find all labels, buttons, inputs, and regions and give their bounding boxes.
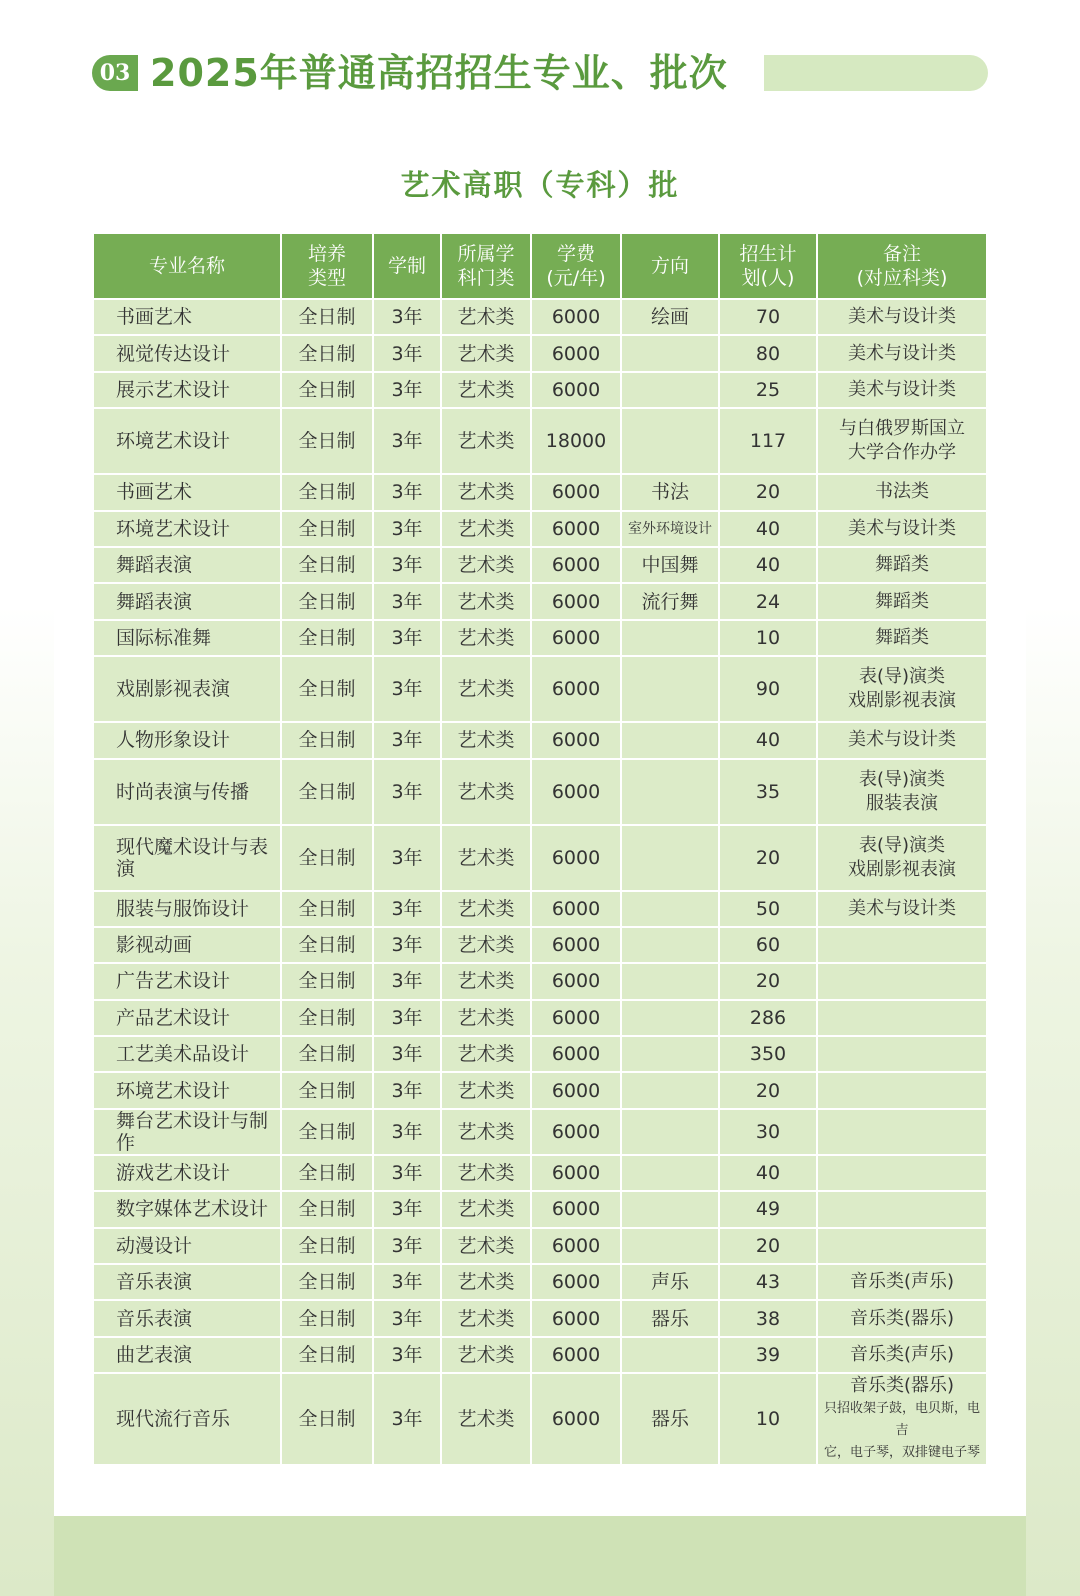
cell-major-name: 数字媒体艺术设计 (94, 1192, 280, 1226)
cell-direction (622, 1156, 718, 1190)
cell-enrollment-plan: 60 (720, 928, 816, 962)
cell-enrollment-plan: 43 (720, 1265, 816, 1299)
cell-tuition: 6000 (532, 964, 620, 998)
cell-discipline: 艺术类 (442, 621, 530, 655)
cell-major-name: 广告艺术设计 (94, 964, 280, 998)
cell-duration: 3年 (374, 1374, 440, 1464)
cell-duration: 3年 (374, 1338, 440, 1372)
cell-enrollment-plan: 40 (720, 1156, 816, 1190)
cell-discipline: 艺术类 (442, 1338, 530, 1372)
cell-major-name: 动漫设计 (94, 1229, 280, 1263)
table-row (94, 1301, 986, 1335)
cell-enrollment-plan: 38 (720, 1301, 816, 1335)
cell-remarks: 书法类 (818, 475, 986, 509)
page-title: 2025年普通高招招生专业、批次 (150, 51, 728, 95)
cell-direction (622, 1229, 718, 1263)
table-body (94, 300, 986, 1464)
cell-discipline: 艺术类 (442, 892, 530, 926)
cell-major-name: 音乐表演 (94, 1265, 280, 1299)
table-row (94, 1374, 986, 1464)
table-row (94, 892, 986, 926)
cell-remarks: 音乐类(声乐) (818, 1338, 986, 1372)
cell-remarks (818, 1073, 986, 1107)
cell-enrollment-plan: 39 (720, 1338, 816, 1372)
table-row (94, 409, 986, 473)
cell-remarks: 舞蹈类 (818, 621, 986, 655)
table-row (94, 1037, 986, 1071)
table-row (94, 1156, 986, 1190)
cell-duration: 3年 (374, 1301, 440, 1335)
cell-training-type: 全日制 (282, 621, 372, 655)
table-row (94, 657, 986, 721)
cell-training-type: 全日制 (282, 548, 372, 582)
cell-remarks: 舞蹈类 (818, 548, 986, 582)
cell-major-name: 曲艺表演 (94, 1338, 280, 1372)
cell-direction: 书法 (622, 475, 718, 509)
cell-enrollment-plan: 20 (720, 826, 816, 890)
cell-discipline: 艺术类 (442, 409, 530, 473)
section-number-badge: 03 (92, 55, 138, 91)
cell-duration: 3年 (374, 584, 440, 618)
cell-remarks: 音乐类(器乐) 只招收架子鼓，电贝斯，电吉 它，电子琴，双排键电子琴 (818, 1374, 986, 1464)
cell-duration: 3年 (374, 1192, 440, 1226)
enrollment-table (92, 232, 988, 1466)
cell-discipline: 艺术类 (442, 1073, 530, 1107)
cell-duration: 3年 (374, 964, 440, 998)
cell-duration: 3年 (374, 892, 440, 926)
cell-remarks: 美术与设计类 (818, 336, 986, 370)
cell-major-name: 书画艺术 (94, 300, 280, 334)
cell-enrollment-plan: 90 (720, 657, 816, 721)
cell-discipline: 艺术类 (442, 373, 530, 407)
cell-training-type: 全日制 (282, 1265, 372, 1299)
column-header-training-type: 培养 类型 (282, 234, 372, 298)
cell-duration: 3年 (374, 1156, 440, 1190)
table-row (94, 475, 986, 509)
cell-duration: 3年 (374, 657, 440, 721)
cell-discipline: 艺术类 (442, 826, 530, 890)
cell-tuition: 6000 (532, 1338, 620, 1372)
cell-remarks: 表(导)演类 服装表演 (818, 760, 986, 824)
cell-enrollment-plan: 25 (720, 373, 816, 407)
cell-training-type: 全日制 (282, 1301, 372, 1335)
cell-direction (622, 760, 718, 824)
cell-training-type: 全日制 (282, 1110, 372, 1154)
cell-tuition: 6000 (532, 1374, 620, 1464)
cell-training-type: 全日制 (282, 964, 372, 998)
column-header-duration: 学制 (374, 234, 440, 298)
cell-tuition: 6000 (532, 475, 620, 509)
cell-training-type: 全日制 (282, 373, 372, 407)
cell-training-type: 全日制 (282, 584, 372, 618)
table-row (94, 1338, 986, 1372)
cell-direction (622, 657, 718, 721)
table-header (94, 234, 986, 298)
cell-direction (622, 621, 718, 655)
cell-major-name: 展示艺术设计 (94, 373, 280, 407)
cell-duration: 3年 (374, 1265, 440, 1299)
cell-major-name: 环境艺术设计 (94, 409, 280, 473)
table-row (94, 548, 986, 582)
cell-training-type: 全日制 (282, 1001, 372, 1035)
cell-tuition: 6000 (532, 584, 620, 618)
cell-remarks: 美术与设计类 (818, 373, 986, 407)
cell-duration: 3年 (374, 1037, 440, 1071)
cell-major-name: 国际标准舞 (94, 621, 280, 655)
cell-remarks (818, 1037, 986, 1071)
cell-tuition: 6000 (532, 1001, 620, 1035)
cell-duration: 3年 (374, 826, 440, 890)
table-row (94, 584, 986, 618)
column-header-tuition: 学费 (元/年) (532, 234, 620, 298)
cell-tuition: 6000 (532, 892, 620, 926)
cell-enrollment-plan: 40 (720, 723, 816, 757)
table-row (94, 621, 986, 655)
cell-tuition: 6000 (532, 1073, 620, 1107)
cell-major-name: 视觉传达设计 (94, 336, 280, 370)
cell-remarks: 音乐类(声乐) (818, 1265, 986, 1299)
cell-tuition: 6000 (532, 928, 620, 962)
cell-tuition: 18000 (532, 409, 620, 473)
cell-tuition: 6000 (532, 826, 620, 890)
table-header-row (94, 234, 986, 298)
cell-tuition: 6000 (532, 657, 620, 721)
cell-tuition: 6000 (532, 1156, 620, 1190)
cell-major-name: 环境艺术设计 (94, 512, 280, 546)
cell-discipline: 艺术类 (442, 300, 530, 334)
cell-direction (622, 1073, 718, 1107)
cell-training-type: 全日制 (282, 512, 372, 546)
cell-enrollment-plan: 117 (720, 409, 816, 473)
batch-subtitle: 艺术高职（专科）批 (400, 168, 680, 202)
cell-duration: 3年 (374, 475, 440, 509)
cell-training-type: 全日制 (282, 1338, 372, 1372)
cell-tuition: 6000 (532, 512, 620, 546)
cell-discipline: 艺术类 (442, 1374, 530, 1464)
cell-training-type: 全日制 (282, 1192, 372, 1226)
cell-training-type: 全日制 (282, 300, 372, 334)
header-decorative-bar (764, 55, 988, 91)
cell-tuition: 6000 (532, 1301, 620, 1335)
cell-remarks (818, 1156, 986, 1190)
cell-major-name: 现代魔术设计与表演 (94, 826, 280, 890)
cell-duration: 3年 (374, 336, 440, 370)
table-row (94, 1229, 986, 1263)
cell-training-type: 全日制 (282, 657, 372, 721)
cell-discipline: 艺术类 (442, 723, 530, 757)
cell-direction: 器乐 (622, 1374, 718, 1464)
cell-direction (622, 964, 718, 998)
cell-tuition: 6000 (532, 300, 620, 334)
cell-discipline: 艺术类 (442, 1110, 530, 1154)
cell-training-type: 全日制 (282, 1156, 372, 1190)
cell-duration: 3年 (374, 928, 440, 962)
cell-direction: 室外环境设计 (622, 512, 718, 546)
cell-major-name: 服装与服饰设计 (94, 892, 280, 926)
cell-enrollment-plan: 30 (720, 1110, 816, 1154)
cell-major-name: 书画艺术 (94, 475, 280, 509)
cell-tuition: 6000 (532, 373, 620, 407)
cell-remarks (818, 1110, 986, 1154)
cell-tuition: 6000 (532, 1192, 620, 1226)
cell-tuition: 6000 (532, 723, 620, 757)
cell-tuition: 6000 (532, 1229, 620, 1263)
cell-direction: 流行舞 (622, 584, 718, 618)
cell-discipline: 艺术类 (442, 512, 530, 546)
cell-major-name: 音乐表演 (94, 1301, 280, 1335)
cell-enrollment-plan: 20 (720, 475, 816, 509)
cell-enrollment-plan: 10 (720, 621, 816, 655)
cell-discipline: 艺术类 (442, 928, 530, 962)
cell-remarks: 美术与设计类 (818, 300, 986, 334)
cell-discipline: 艺术类 (442, 1037, 530, 1071)
cell-training-type: 全日制 (282, 1374, 372, 1464)
cell-direction: 器乐 (622, 1301, 718, 1335)
cell-remarks (818, 1192, 986, 1226)
cell-tuition: 6000 (532, 548, 620, 582)
cell-major-name: 产品艺术设计 (94, 1001, 280, 1035)
table-row (94, 1110, 986, 1154)
cell-direction: 中国舞 (622, 548, 718, 582)
cell-remarks: 美术与设计类 (818, 892, 986, 926)
cell-duration: 3年 (374, 1073, 440, 1107)
cell-training-type: 全日制 (282, 475, 372, 509)
cell-training-type: 全日制 (282, 826, 372, 890)
table-row (94, 300, 986, 334)
bottom-decorative-band (54, 1516, 1026, 1596)
cell-enrollment-plan: 24 (720, 584, 816, 618)
cell-training-type: 全日制 (282, 760, 372, 824)
cell-remarks: 表(导)演类 戏剧影视表演 (818, 657, 986, 721)
cell-discipline: 艺术类 (442, 584, 530, 618)
cell-enrollment-plan: 286 (720, 1001, 816, 1035)
cell-major-name: 舞台艺术设计与制作 (94, 1110, 280, 1154)
cell-tuition: 6000 (532, 1037, 620, 1071)
cell-major-name: 游戏艺术设计 (94, 1156, 280, 1190)
cell-enrollment-plan: 20 (720, 1073, 816, 1107)
cell-direction (622, 1192, 718, 1226)
cell-discipline: 艺术类 (442, 760, 530, 824)
cell-direction (622, 1338, 718, 1372)
cell-direction (622, 723, 718, 757)
cell-major-name: 舞蹈表演 (94, 584, 280, 618)
cell-remarks: 舞蹈类 (818, 584, 986, 618)
cell-enrollment-plan: 350 (720, 1037, 816, 1071)
cell-direction (622, 409, 718, 473)
cell-remarks (818, 1001, 986, 1035)
cell-remarks: 与白俄罗斯国立 大学合作办学 (818, 409, 986, 473)
cell-discipline: 艺术类 (442, 1001, 530, 1035)
table-row (94, 512, 986, 546)
table-row (94, 1265, 986, 1299)
cell-enrollment-plan: 40 (720, 512, 816, 546)
table-row (94, 336, 986, 370)
cell-enrollment-plan: 20 (720, 1229, 816, 1263)
cell-enrollment-plan: 20 (720, 964, 816, 998)
cell-direction: 声乐 (622, 1265, 718, 1299)
cell-major-name: 人物形象设计 (94, 723, 280, 757)
cell-major-name: 工艺美术品设计 (94, 1037, 280, 1071)
cell-discipline: 艺术类 (442, 1156, 530, 1190)
cell-enrollment-plan: 40 (720, 548, 816, 582)
cell-duration: 3年 (374, 548, 440, 582)
cell-major-name: 时尚表演与传播 (94, 760, 280, 824)
content-panel (54, 128, 1026, 1516)
cell-duration: 3年 (374, 1229, 440, 1263)
cell-duration: 3年 (374, 621, 440, 655)
cell-duration: 3年 (374, 1110, 440, 1154)
cell-direction (622, 1001, 718, 1035)
cell-tuition: 6000 (532, 760, 620, 824)
table-row (94, 723, 986, 757)
table-row (94, 1192, 986, 1226)
cell-enrollment-plan: 80 (720, 336, 816, 370)
table-row (94, 760, 986, 824)
section-header (92, 51, 988, 95)
cell-direction (622, 1037, 718, 1071)
table-row (94, 1001, 986, 1035)
cell-direction (622, 826, 718, 890)
cell-discipline: 艺术类 (442, 548, 530, 582)
cell-direction (622, 373, 718, 407)
cell-training-type: 全日制 (282, 336, 372, 370)
cell-direction (622, 892, 718, 926)
cell-direction (622, 336, 718, 370)
cell-duration: 3年 (374, 760, 440, 824)
cell-major-name: 环境艺术设计 (94, 1073, 280, 1107)
table-row (94, 1073, 986, 1107)
cell-remarks: 表(导)演类 戏剧影视表演 (818, 826, 986, 890)
cell-remarks: 美术与设计类 (818, 512, 986, 546)
table-row (94, 373, 986, 407)
cell-major-name: 戏剧影视表演 (94, 657, 280, 721)
table-row (94, 928, 986, 962)
cell-enrollment-plan: 50 (720, 892, 816, 926)
column-header-direction: 方向 (622, 234, 718, 298)
cell-direction: 绘画 (622, 300, 718, 334)
cell-enrollment-plan: 35 (720, 760, 816, 824)
cell-tuition: 6000 (532, 621, 620, 655)
cell-major-name: 影视动画 (94, 928, 280, 962)
cell-training-type: 全日制 (282, 1229, 372, 1263)
cell-discipline: 艺术类 (442, 964, 530, 998)
cell-training-type: 全日制 (282, 1037, 372, 1071)
cell-remarks (818, 928, 986, 962)
cell-tuition: 6000 (532, 1265, 620, 1299)
cell-remarks (818, 964, 986, 998)
cell-tuition: 6000 (532, 336, 620, 370)
cell-enrollment-plan: 49 (720, 1192, 816, 1226)
column-header-remarks: 备注 (对应科类) (818, 234, 986, 298)
cell-training-type: 全日制 (282, 892, 372, 926)
cell-discipline: 艺术类 (442, 1301, 530, 1335)
cell-major-name: 舞蹈表演 (94, 548, 280, 582)
column-header-major-name: 专业名称 (94, 234, 280, 298)
cell-remarks (818, 1229, 986, 1263)
column-header-enrollment-plan: 招生计 划(人) (720, 234, 816, 298)
cell-discipline: 艺术类 (442, 1265, 530, 1299)
cell-remarks: 音乐类(器乐) (818, 1301, 986, 1335)
cell-duration: 3年 (374, 300, 440, 334)
table-row (94, 826, 986, 890)
cell-training-type: 全日制 (282, 409, 372, 473)
cell-duration: 3年 (374, 409, 440, 473)
cell-enrollment-plan: 70 (720, 300, 816, 334)
table-row (94, 964, 986, 998)
cell-duration: 3年 (374, 723, 440, 757)
cell-duration: 3年 (374, 1001, 440, 1035)
cell-duration: 3年 (374, 373, 440, 407)
cell-discipline: 艺术类 (442, 336, 530, 370)
cell-discipline: 艺术类 (442, 657, 530, 721)
column-header-discipline: 所属学 科门类 (442, 234, 530, 298)
cell-tuition: 6000 (532, 1110, 620, 1154)
cell-training-type: 全日制 (282, 928, 372, 962)
cell-direction (622, 1110, 718, 1154)
cell-enrollment-plan: 10 (720, 1374, 816, 1464)
cell-discipline: 艺术类 (442, 1192, 530, 1226)
cell-discipline: 艺术类 (442, 1229, 530, 1263)
cell-duration: 3年 (374, 512, 440, 546)
cell-training-type: 全日制 (282, 1073, 372, 1107)
cell-discipline: 艺术类 (442, 475, 530, 509)
cell-training-type: 全日制 (282, 723, 372, 757)
cell-remarks: 美术与设计类 (818, 723, 986, 757)
cell-direction (622, 928, 718, 962)
cell-major-name: 现代流行音乐 (94, 1374, 280, 1464)
